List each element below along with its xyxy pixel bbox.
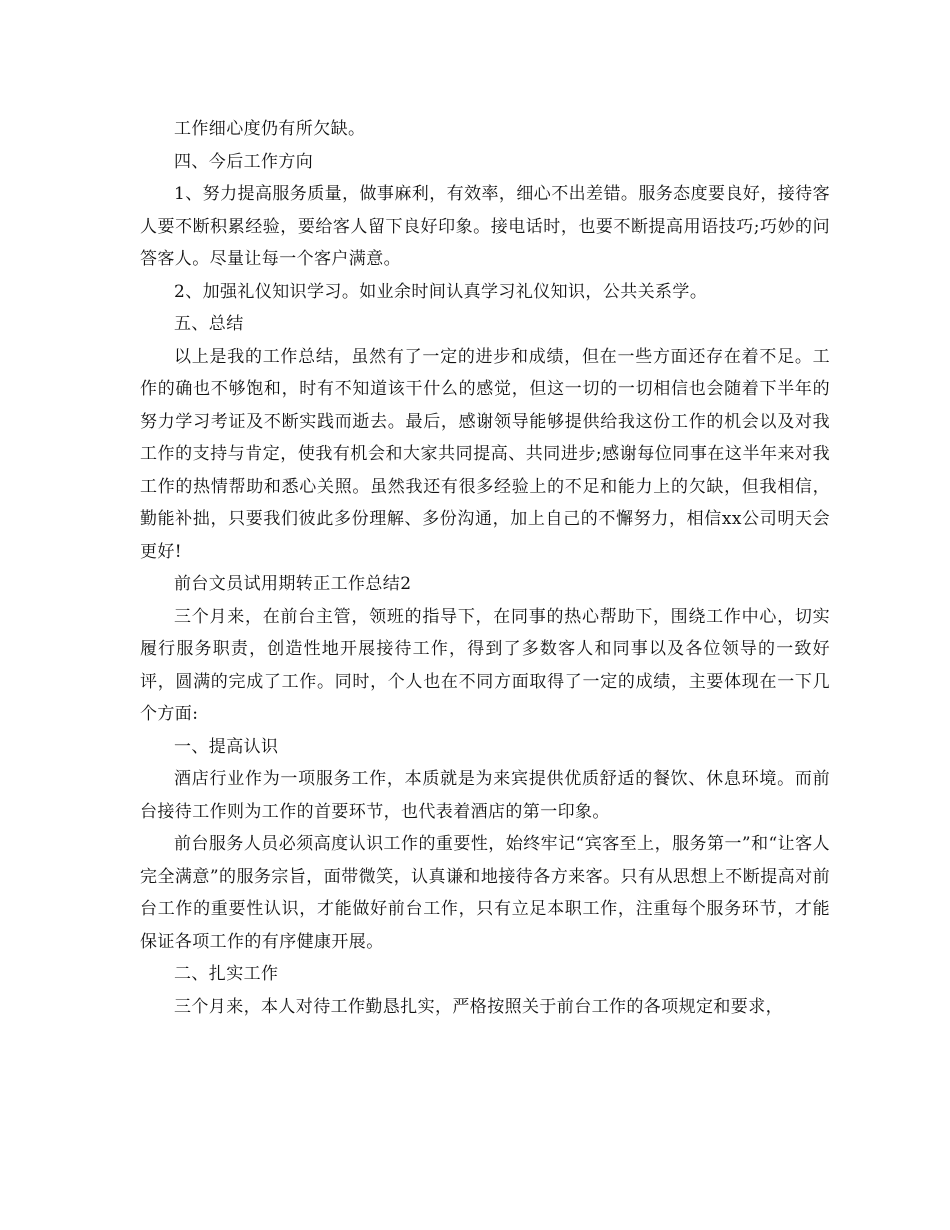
heading-raise-awareness: 一、提高认识 — [174, 736, 279, 757]
paragraph-8: 三个月来，本人对待工作勤恳扎实，严格按照关于前台工作的各项规定和要求， — [174, 996, 783, 1017]
paragraph-5: 三个月来，在前台主管，领班的指导下，在同事的热心帮助下，围绕工作中心，切实履行服务职责，创造性地开展接待工作，得到了多数客人和同事以及各位领导的一致好评，圆满的完成了工作。同时，个人也在不同方面取得了一定的成绩，主要体现在一下几个方面: — [140, 606, 830, 724]
heading-solid-work: 二、扎实工作 — [174, 964, 279, 984]
paragraph-7: 前台服务人员必须高度认识工作的重要性，始终牢记“宾客至上，服务第一”和“让客人完全满意”的服务宗旨，面带微笑，认真谦和地接待各方来客。只有从思想上不断提高对前台工作的重要性认识，才能做好前台工作，只有立足本职工作，注重每个服务环节，才能保证各项工作的有序健康开展。 — [140, 834, 830, 952]
paragraph-2: 1、努力提高服务质量，做事麻利，有效率，细心不出差错。服务态度要良好，接待客人要不断积累经验，要给客人留下良好印象。接电话时，也要不断提高用语技巧;巧妙的问答客人。尽量让每一个客户满意。 — [140, 184, 830, 269]
paragraph-4: 以上是我的工作总结，虽然有了一定的进步和成绩，但在一些方面还存在着不足。工作的确也不够饱和，时有不知道该干什么的感觉，但这一切的一切相信也会随着下半年的努力学习考证及不断实践而逝去。最后，感谢领导能够提供给我这份工作的机会以及对我工作的支持与肯定，使我有机会和大家共同提高、共同进步;感谢每位同事在这半年来对我工作的热情帮助和悉心关照。虽然我还有很多经验上的不足和能力上的欠缺，但我相信，勤能补拙，只要我们彼此多份理解、多份沟通，加上自己的不懈努力，相信xx公司明天会更好! — [140, 346, 830, 562]
heading-future-direction: 四、今后工作方向 — [174, 151, 314, 172]
heading-summary: 五、总结 — [174, 314, 244, 334]
document-body — [140, 113, 830, 1023]
paragraph-1: 工作细心度仍有所欠缺。 — [174, 119, 366, 139]
paragraph-3: 2、加强礼仪知识学习。如业余时间认真学习礼仪知识，公共关系学。 — [174, 281, 708, 302]
section-title-summary-2: 前台文员试用期转正工作总结2 — [174, 574, 412, 594]
paragraph-6: 酒店行业作为一项服务工作，本质就是为来宾提供优质舒适的餐饮、休息环境。而前台接待工作则为工作的首要环节，也代表着酒店的第一印象。 — [140, 769, 830, 822]
